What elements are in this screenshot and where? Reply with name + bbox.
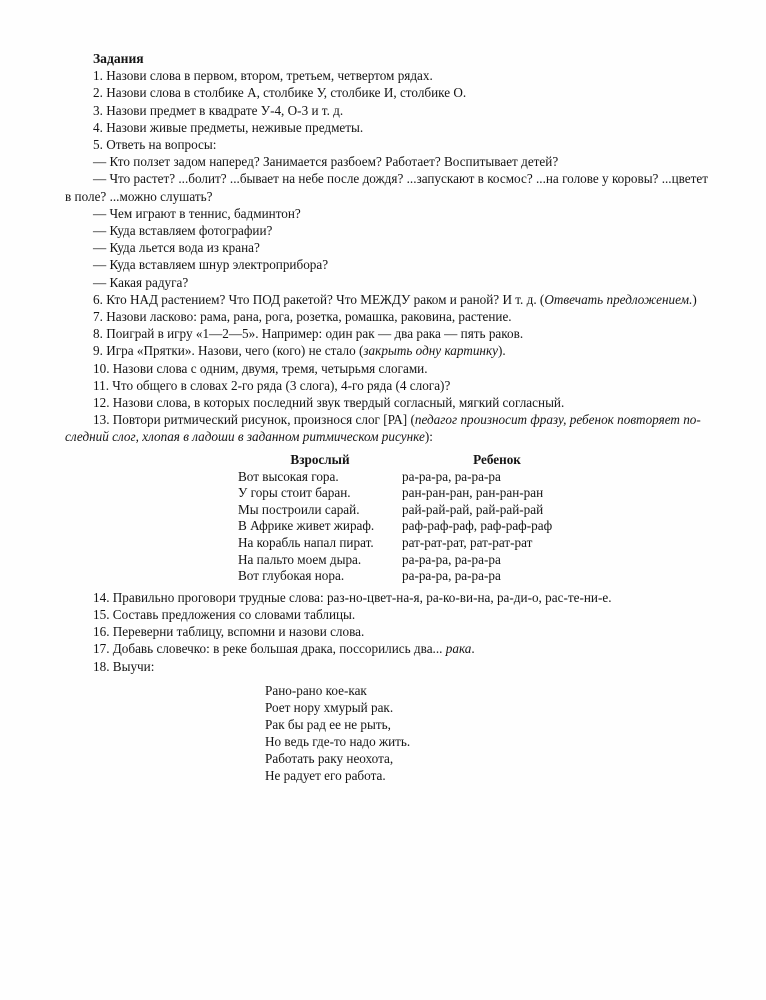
task-item: 5. Ответь на вопросы: <box>93 137 217 153</box>
table-cell-child: ра-ра-ра, ра-ра-ра <box>402 551 501 567</box>
task-item: 7. Назови ласково: рама, рана, рога, розетка, ромашка, раковина, растение. <box>93 309 512 325</box>
task-list-part2 <box>65 589 748 675</box>
table-header-adult: Взрослый <box>290 451 350 467</box>
task-item: — Чем играют в теннис, бадминтон? <box>93 205 301 221</box>
poem-line: Рак бы рад ее не рыть, <box>265 716 391 732</box>
poem-line: Но ведь где-то надо жить. <box>265 733 411 749</box>
task-item: — Куда вставляем шнур электроприбора? <box>93 257 329 273</box>
task-item: 15. Составь предложения со словами таблицы. <box>93 607 356 623</box>
table-row <box>238 502 592 519</box>
table-row <box>238 469 592 486</box>
task-item: — Куда вставляем фотографии? <box>93 223 273 239</box>
task-item: 14. Правильно проговори трудные слова: раз-но-цвет-на-я, ра-ко-ви-на, ра-ди-о, рас-те-ни-е. <box>93 589 612 605</box>
task-item: 4. Назови живые предметы, неживые предметы. <box>93 119 364 135</box>
poem-line: Не радует его работа. <box>265 767 386 783</box>
table-row <box>238 485 592 502</box>
task-item: 18. Выучи: <box>93 658 155 674</box>
table-row <box>238 568 592 585</box>
table-cell-adult: На корабль напал пират. <box>238 535 374 551</box>
task-item: — Кто ползет задом наперед? Занимается разбоем? Работает? Воспитывает детей? <box>93 154 559 170</box>
task-item: — Что растет? ...болит? ...бывает на небе после дождя? ...запускают в космос? ...на голове у коровы? ...цветет в поле? ...можно слушать? <box>65 171 709 204</box>
task-item: 3. Назови предмет в квадрате У-4, О-3 и т. д. <box>93 102 344 118</box>
table-cell-child: раф-раф-раф, раф-раф-раф <box>402 518 553 534</box>
task-item: 9. Игра «Прятки». Назови, чего (кого) не стало (закрыть одну картинку). <box>93 343 506 359</box>
task-item: 10. Назови слова с одним, двумя, тремя, четырьмя слогами. <box>93 360 428 376</box>
table-header-row <box>238 451 592 469</box>
task-item: 2. Назови слова в столбике А, столбике У, столбике И, столбике О. <box>93 85 467 101</box>
table-cell-adult: На пальто моем дыра. <box>238 551 362 567</box>
task-item: — Какая радуга? <box>93 274 189 290</box>
table-header-child: Ребенок <box>473 451 521 467</box>
table-cell-adult: У горы стоит баран. <box>238 485 351 501</box>
task-item: 16. Переверни таблицу, вспомни и назови слова. <box>93 624 365 640</box>
table-cell-adult: Вот высокая гора. <box>238 468 339 484</box>
table-cell-adult: В Африке живет жираф. <box>238 518 375 534</box>
table-row <box>238 535 592 552</box>
poem-line: Роет нору хмурый рак. <box>265 699 394 715</box>
table-cell-child: ра-ра-ра, ра-ра-ра <box>402 468 501 484</box>
task-item: 8. Поиграй в игру «1—2—5». Например: один рак — два рака — пять раков. <box>93 326 524 342</box>
table-row <box>238 552 592 569</box>
poem-line: Рано-рано кое-как <box>265 682 367 698</box>
table-cell-child: рат-рат-рат, рат-рат-рат <box>402 535 533 551</box>
task-item: — Куда льется вода из крана? <box>93 240 260 256</box>
table-cell-adult: Вот глубокая нора. <box>238 568 345 584</box>
table-cell-adult: Мы построили сарай. <box>238 501 360 517</box>
task-item: 11. Что общего в словах 2-го ряда (3 слога), 4-го ряда (4 слога)? <box>93 377 451 393</box>
task-item: 6. Кто НАД растением? Что ПОД ракетой? Что МЕЖДУ раком и раной? И т. д. (Отвечать предложением.) <box>93 291 697 307</box>
table-cell-child: ран-ран-ран, ран-ран-ран <box>402 485 544 501</box>
task-item: 1. Назови слова в первом, втором, третьем, четвертом рядах. <box>93 68 433 84</box>
task-list-part1 <box>65 67 748 445</box>
table-cell-child: рай-рай-рай, рай-рай-рай <box>402 501 544 517</box>
table-body <box>238 469 592 585</box>
section-heading: Задания <box>93 51 144 66</box>
task-item: 17. Добавь словечко: в реке большая драка, поссорились два... рака. <box>93 641 475 657</box>
adult-child-table <box>238 451 592 585</box>
task-item: 12. Назови слова, в которых последний звук твердый согласный, мягкий согласный. <box>93 395 565 411</box>
table-cell-child: ра-ра-ра, ра-ра-ра <box>402 568 501 584</box>
poem-block <box>265 682 748 784</box>
task-item: 13. Повтори ритмический рисунок, произнося слог [РА] (педагог произносит фразу, ребенок повторяет по- следний слог, хлопая в ладоши в заданном ритмическом рисунке): <box>65 412 701 445</box>
table-row <box>238 518 592 535</box>
poem-line: Работать раку неохота, <box>265 750 394 766</box>
